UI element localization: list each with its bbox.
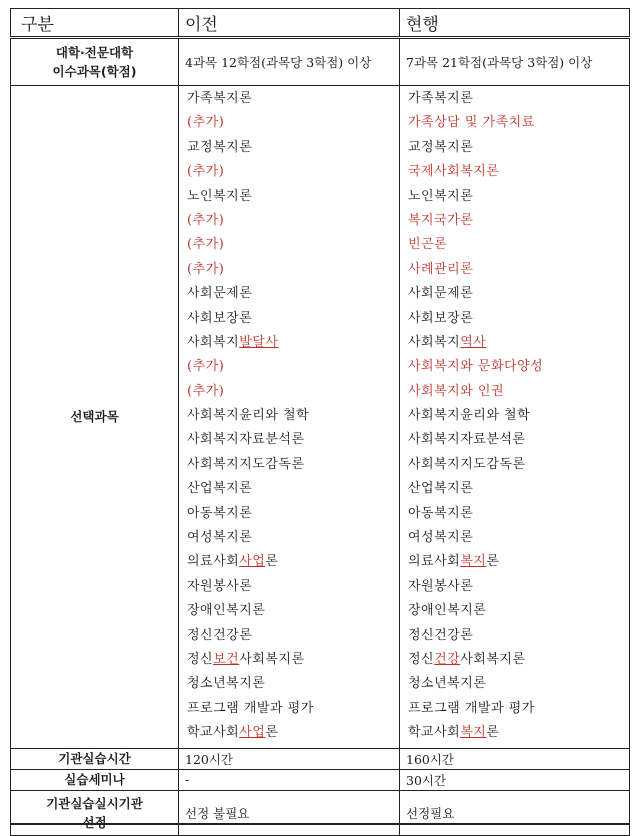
course-text: 빈곤론	[408, 237, 448, 253]
course-text: (추가)	[187, 164, 225, 180]
course-text: 역사	[460, 334, 487, 350]
course-text: 자원봉사론	[408, 578, 474, 594]
course-item-after	[408, 672, 629, 696]
course-text: 사회복지와 인권	[408, 383, 505, 399]
electives-row	[11, 86, 630, 749]
course-item-before	[187, 599, 399, 623]
course-item-after	[408, 307, 629, 331]
course-text: 사회복지윤리와 철학	[408, 408, 531, 424]
course-item-after	[408, 355, 629, 379]
requirement-after: 7과목 21학점(과목당 3학점) 이상	[400, 38, 630, 86]
course-item-after	[408, 550, 629, 574]
seminar-before: -	[179, 769, 400, 790]
requirement-label-line1: 대학·전문대학	[55, 45, 134, 60]
course-item-before	[187, 282, 399, 306]
course-item-before	[187, 111, 399, 135]
requirement-row	[11, 38, 630, 86]
course-item-before	[187, 185, 399, 209]
course-text: 프로그램 개발과 평가	[187, 700, 314, 716]
requirement-label-line2: 이수과목(학점)	[52, 64, 137, 79]
course-item-before	[187, 575, 399, 599]
course-text: 사회복지윤리와 철학	[187, 408, 310, 424]
course-text: 복지	[460, 725, 487, 741]
course-text: 사회복지	[187, 334, 240, 350]
course-text: 정신	[187, 651, 214, 667]
course-text: 국제사회복지론	[408, 164, 500, 180]
course-text: 아동복지론	[187, 505, 253, 521]
course-text: 정신건강론	[408, 627, 474, 643]
practice-hours-row	[11, 748, 630, 769]
course-text: 사회복지자료분석론	[187, 432, 305, 448]
course-item-before	[187, 672, 399, 696]
course-text: 사회복지론	[239, 651, 305, 667]
course-text: 장애인복지론	[187, 603, 266, 619]
course-text: 장애인복지론	[408, 603, 487, 619]
course-item-before	[187, 526, 399, 550]
course-text: 사회문제론	[408, 286, 474, 302]
course-item-before	[187, 453, 399, 477]
course-text: 산업복지론	[187, 481, 253, 497]
seminar-after: 30시간	[400, 769, 630, 790]
course-text: 론	[486, 725, 500, 741]
course-item-before	[187, 233, 399, 257]
course-item-after	[408, 331, 629, 355]
course-item-after	[408, 428, 629, 452]
course-text: 보건	[213, 651, 240, 667]
course-item-before	[187, 721, 399, 745]
course-text: 청소년복지론	[187, 676, 266, 692]
course-text: (추가)	[187, 359, 225, 375]
course-text: 노인복지론	[187, 188, 253, 204]
course-text: 노인복지론	[408, 188, 474, 204]
course-text: 사회복지자료분석론	[408, 432, 526, 448]
course-item-before	[187, 648, 399, 672]
header-row	[11, 9, 630, 38]
course-text: 건강	[434, 651, 461, 667]
course-text: (추가)	[187, 237, 225, 253]
institution-label	[11, 790, 179, 835]
course-item-after	[408, 233, 629, 257]
header-category: 구분	[11, 9, 179, 38]
course-text: 복지국가론	[408, 212, 474, 228]
practice-hours-label: 기관실습시간	[11, 748, 179, 769]
course-item-before	[187, 160, 399, 184]
course-text: 학교사회	[187, 725, 240, 741]
curriculum-comparison-table	[10, 8, 630, 836]
institution-row	[11, 790, 630, 835]
course-text: 사업	[239, 554, 266, 570]
course-item-before	[187, 258, 399, 282]
course-item-before	[187, 477, 399, 501]
course-text: 사회복지지도감독론	[408, 456, 526, 472]
electives-before-list	[179, 86, 400, 749]
course-item-after	[408, 136, 629, 160]
course-text: 프로그램 개발과 평가	[408, 700, 535, 716]
requirement-before: 4과목 12학점(과목당 3학점) 이상	[179, 38, 400, 86]
course-item-after	[408, 697, 629, 721]
course-text: 사례관리론	[408, 261, 474, 277]
course-item-after	[408, 599, 629, 623]
table-bottom-rule	[10, 823, 629, 825]
course-item-before	[187, 307, 399, 331]
course-text: 정신건강론	[187, 627, 253, 643]
course-text: 의료사회	[408, 554, 461, 570]
course-text: (추가)	[187, 383, 225, 399]
course-item-after	[408, 453, 629, 477]
course-item-after	[408, 502, 629, 526]
course-item-after	[408, 624, 629, 648]
course-item-before	[187, 404, 399, 428]
course-text: 여성복지론	[187, 530, 253, 546]
course-text: 론	[265, 554, 279, 570]
course-text: 발달사	[239, 334, 279, 350]
seminar-row	[11, 769, 630, 790]
course-item-before	[187, 428, 399, 452]
course-item-before	[187, 87, 399, 111]
course-item-after	[408, 404, 629, 428]
course-item-after	[408, 282, 629, 306]
course-text: 사업	[239, 725, 266, 741]
course-text: 복지	[460, 554, 487, 570]
course-text: 여성복지론	[408, 530, 474, 546]
course-item-after	[408, 209, 629, 233]
course-text: 가족복지론	[187, 91, 253, 106]
course-item-before	[187, 697, 399, 721]
course-item-after	[408, 380, 629, 404]
institution-label-line2: 선정	[82, 814, 107, 830]
course-item-before	[187, 355, 399, 379]
course-text: 사회복지지도감독론	[187, 456, 305, 472]
requirement-label	[11, 38, 179, 86]
course-item-after	[408, 258, 629, 282]
course-item-before	[187, 380, 399, 404]
course-item-after	[408, 160, 629, 184]
course-item-after	[408, 111, 629, 135]
course-item-after	[408, 185, 629, 209]
course-text: 론	[486, 554, 500, 570]
course-text: 아동복지론	[408, 505, 474, 521]
course-text: 사회보장론	[187, 310, 253, 326]
header-after: 현행	[400, 9, 630, 38]
course-text: 사회문제론	[187, 286, 253, 302]
course-text: 청소년복지론	[408, 676, 487, 692]
course-text: 사회복지와 문화다양성	[408, 359, 544, 375]
course-text: 사회복지론	[460, 651, 526, 667]
course-text: 사회복지	[408, 334, 461, 350]
course-item-after	[408, 721, 629, 745]
practice-hours-after: 160시간	[400, 748, 630, 769]
course-item-before	[187, 502, 399, 526]
institution-after: 선정필요	[400, 790, 630, 835]
institution-before: 선정 불필요	[179, 790, 400, 835]
course-text: 산업복지론	[408, 481, 474, 497]
electives-after-list	[400, 86, 630, 749]
course-text: 교정복지론	[408, 139, 474, 155]
course-text: (추가)	[187, 115, 225, 131]
course-text: 학교사회	[408, 725, 461, 741]
course-item-after	[408, 575, 629, 599]
course-item-after	[408, 477, 629, 501]
course-text: 자원봉사론	[187, 578, 253, 594]
course-item-before	[187, 331, 399, 355]
header-before: 이전	[179, 9, 400, 38]
course-text: 가족복지론	[408, 91, 474, 106]
course-text: (추가)	[187, 261, 225, 277]
course-text: 사회보장론	[408, 310, 474, 326]
practice-hours-before: 120시간	[179, 748, 400, 769]
course-item-before	[187, 209, 399, 233]
course-text: 가족상담 및 가족치료	[408, 115, 535, 131]
institution-label-line1: 기관실습실시기관	[46, 795, 143, 811]
course-item-before	[187, 550, 399, 574]
electives-label: 선택과목	[11, 86, 179, 749]
course-text: 교정복지론	[187, 139, 253, 155]
course-text: 론	[265, 725, 279, 741]
course-item-after	[408, 526, 629, 550]
seminar-label: 실습세미나	[11, 769, 179, 790]
course-item-before	[187, 136, 399, 160]
course-text: 의료사회	[187, 554, 240, 570]
course-item-after	[408, 87, 629, 111]
course-text: 정신	[408, 651, 435, 667]
course-item-after	[408, 648, 629, 672]
course-item-before	[187, 624, 399, 648]
course-text: (추가)	[187, 212, 225, 228]
